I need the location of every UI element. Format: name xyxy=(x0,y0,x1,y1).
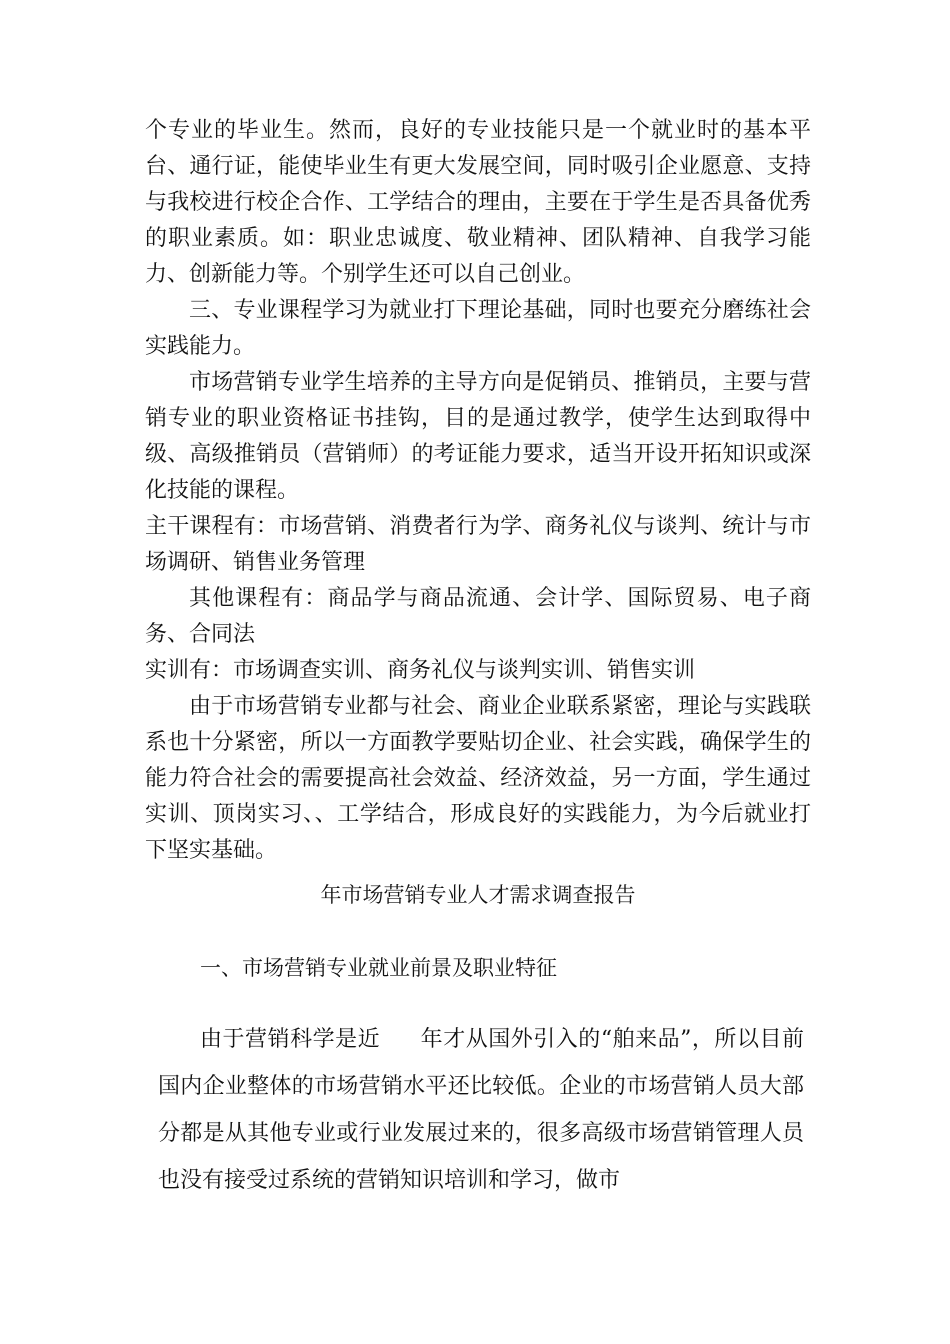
body-text-part-1: 由于营销科学是近 xyxy=(200,1027,381,1052)
paragraph-training-direction: 市场营销专业学生培养的主导方向是促销员、推销员，主要与营销专业的职业资格证书挂钩，目的是通过教学，使学生达到取得中级、高级推销员（营销师）的考证能力要求，适当开设开拓知识或深化技能的课程。 xyxy=(145,370,811,503)
paragraph-section-three: 三、专业课程学习为就业打下理论基础，同时也要充分磨练社会实践能力。 xyxy=(145,298,811,359)
paragraph-core-courses: 主干课程有：市场营销、消费者行为学、商务礼仪与谈判、统计与市场调研、销售业务管理 xyxy=(145,514,811,575)
report-title: 年市场营销专业人才需求调查报告 xyxy=(320,883,636,907)
paragraph-other-courses: 其他课程有：商品学与商品流通、会计学、国际贸易、电子商务、合同法 xyxy=(145,586,811,647)
section-heading-prospects: 一、市场营销专业就业前景及职业特征 xyxy=(200,956,557,980)
paragraph-graduate-qualities: 个专业的毕业生。然而，良好的专业技能只是一个就业时的基本平台、通行证，能使毕业生有更大发展空间，同时吸引企业愿意、支持与我校进行校企合作、工学结合的理由，主要在于学生是否具备优秀的职业素质。如：职业忠诚度、敬业精神、团队精神、自我学习能力、创新能力等。个别学生还可以自己创业。 xyxy=(145,118,811,287)
paragraph-marketing-prospects xyxy=(158,1016,804,1204)
body-text-part-2: 年才从国外引入的“舶来品”，所以目前国内企业整体的市场营销水平还比较低。企业的市场营销人员大部分都是从其他专业或行业发展过来的，很多高级市场营销管理人员也没有接受过系统的营销知识培训和学习，做市 xyxy=(158,1027,804,1193)
paragraph-practical-training: 实训有：市场调查实训、商务礼仪与谈判实训、销售实训 xyxy=(145,658,696,683)
paragraph-social-practice: 由于市场营销专业都与社会、商业企业联系紧密，理论与实践联系也十分紧密，所以一方面教学要贴切企业、社会实践，确保学生的能力符合社会的需要提高社会效益、经济效益，另一方面，学生通过实训、顶岗实习、、工学结合，形成良好的实践能力，为今后就业打下坚实基础。 xyxy=(145,694,811,863)
